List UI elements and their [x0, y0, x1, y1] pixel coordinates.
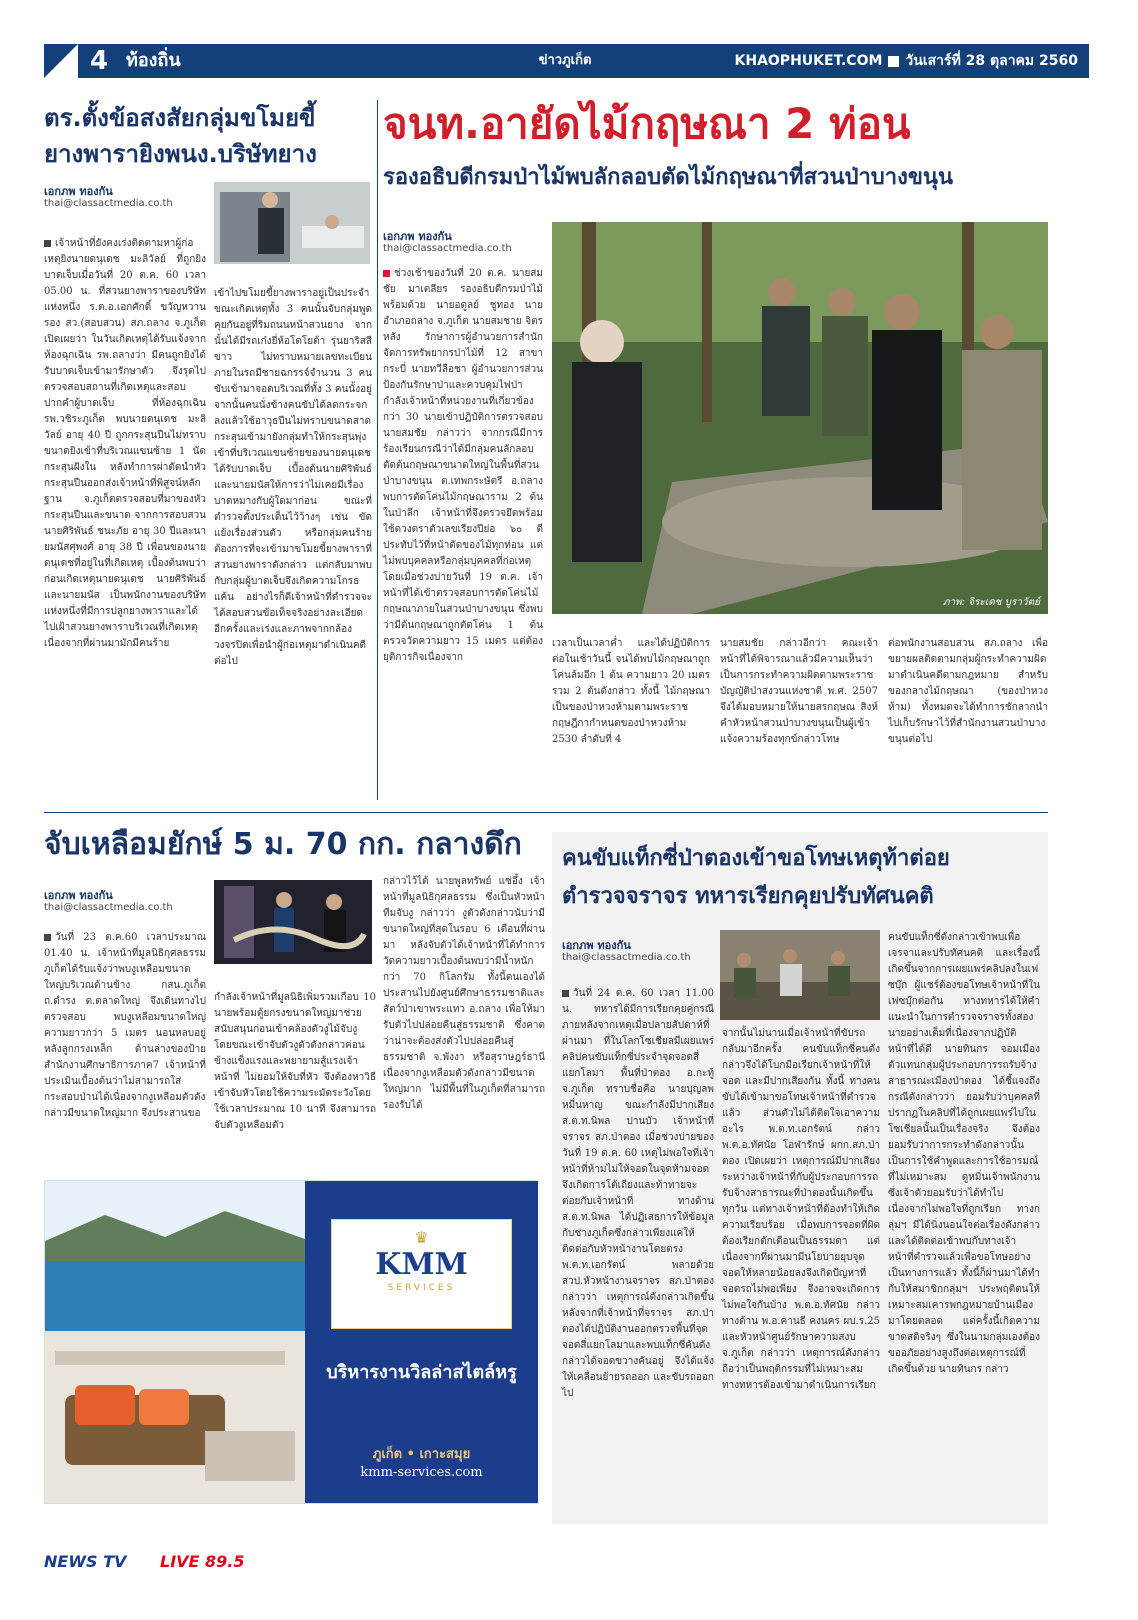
story3-byline: เอกภพ ทองกัน — [44, 889, 113, 902]
bullet-icon — [44, 934, 51, 941]
story4-column-1 — [562, 986, 714, 1516]
story3-column-3 — [383, 874, 545, 1166]
police-hospital-photo — [214, 182, 370, 264]
story2-email[interactable]: thai@classactmedia.co.th — [383, 243, 512, 254]
issue-date: วันเสาร์ที่ 28 ตุลาคม 2560 — [905, 53, 1078, 69]
story1-col1-text: เจ้าหน้าที่ยังคงเร่งติดตามหาผู้ก่อเหตุยิงนายดนุเดช มะลิวัลย์ ที่ถูกยิงบาดเจ็บเมื่อวันที่ 20 ต.ค. 60 เวลา 05.00 น. ที่สวนยางพาราของบริษัทแห่งหนึ่ง ร.ต.อ.เอกศักดิ์ ขวัญหวานรอง สว.(สอบสวน) สภ.ถลาง จ.ภูเก็ต เปิดเผยว่า ในวันเกิดเหตุได้รับแจ้งจากห้องฉุกเฉิน รพ.ถลางว่า มีคนถูกยิงได้รับบาดเจ็บเข้ามารักษาตัว จึงรุดไปตรวจสอบสถานที่เกิดเหตุและสอบปากคำผู้บาดเจ็บ ที่ห้องฉุกเฉิน รพ.วชิระภูเก็ต พบนายดนุเดช มะลิวัลย์ อายุ 40 ปี ถูกกระสุนปืนไม่ทราบขนาดยิงเข้าที่บริเวณแขนซ้าย 1 นัด กระสุนฝังใน หลังทำการผ่าตัดนำหัวกระสุนปืนออกส่งเจ้าหน้าที่พิสูจน์หลักฐาน จ.ภูเก็ตตรวจสอบที่มาของหัวกระสุนปืนและขนาด จากการสอบสวนนายศิริพันธ์ ชนะภัย อายุ 30 ปีและนายมนัสศุพงศ์ อายุ 38 ปี เพื่อนของนายดนุเดชที่อยู่ในที่เกิดเหตุ เบื้องต้นพบว่า ก่อนเกิดเหตุนายดนุเดช นายศิริพันธ์และนายมนัส เป็นพนักงานของบริษัทแห่งหนึ่งที่มีการปลูกยางพาราและได้ไปเฝ้าสวนยางพาราบริเวณที่เกิดเหตุ เนื่องจากที่ผ่านมามักมีคนร้าย — [44, 238, 206, 649]
story3-col3-text: กล่าวไว้ได้ นายพูลทรัพย์ แซ่อึ้ง เจ้าหน้าที่มูลนิธิกุศลธรรม ซึ่งเป็นหัวหน้าทีมจับงู กล่าวว่า งูตัวดังกล่าวนับว่ามีขนาดใหญ่ที่สุดในรอบ 6 เดือนที่ผ่านมา หลังจับตัวได้เจ้าหน้าที่ได้ทำการวัดความยาวเบื้องต้นพบว่ามีน้ำหนักกว่า 70 กิโลกรัม ทั้งนี้ตนเองได้ประสานไปยังศูนย์ศึกษาธรรมชาติและสัตว์ป่าเขาพระแทว อ.ถลาง เพื่อให้มารับตัวไปปล่อยคืนสู่ธรรมชาติ ซึ่งคาดว่าน่าจะต้องส่งตัวไปปล่อยคืนสู่ธรรมชาติ จ.พังงา หรือสุราษฎร์ธานี เนื่องจากงูเหลือมตัวดังกล่าวมีขนาดใหญ่มาก ไม่มีพื้นที่ในภูเก็ตที่สามารถรองรับได้ — [383, 876, 545, 1111]
story3-email[interactable]: thai@classactmedia.co.th — [44, 902, 173, 913]
story1-headline — [44, 100, 374, 172]
story3-col1-text: วันที่ 23 ต.ค.60 เวลาประมาณ 01.40 น. เจ้าหน้าที่มูลนิธิกุศลธรรมภูเก็ตได้รับแจ้งว่าพบงูเหลือมขนาดใหญ่บริเวณด้านข้าง กสน.ภูเก็ต ถ.ดำรง ต.ตลาดใหญ่ จึงเดินทางไปตรวจสอบ พบงูเหลือมขนาดใหญ่ ความยาวกว่า 5 เมตร นอนหลบอยู่หลังลูกกรงเหล็ก ด้านล่างของป้ายสำนักงานศึกษาธิการภาค7 เจ้าหน้าที่ประเมินเบื้องต้นว่าไม่สามารถใส่กระสอบป่านได้เนื่องจากงูเหลือมตัวดังกล่าวมีขนาดใหญ่มาก จึงประสานขอ — [44, 932, 206, 1119]
story1-email[interactable]: thai@classactmedia.co.th — [44, 198, 173, 209]
story1-byline: เอกภพ ทองกัน — [44, 185, 113, 198]
story2-col4-text: ต่อพนักงานสอบสวน สภ.ถลาง เพื่อขยายผลติดตามกลุ่มผู้กระทำความผิดมาดำเนินคดีตามกฎหมาย สำหรับของกลางไม้กฤษณา (ของป่าหวงห้าม) ทั้งหมดจะได้ทำการชักลากนำไปเก็บรักษาไว้ที่สำนักงานสวนป่าบางขนุนต่อไป — [888, 638, 1048, 745]
kmm-brand: KMM — [375, 1247, 468, 1282]
story2-column-3 — [720, 636, 878, 806]
kmm-logo-box — [331, 1219, 512, 1329]
story1-headline-line1: ตร.ตั้งข้อสงสัยกลุ่มขโมยขี้ — [44, 104, 316, 132]
story4-headline — [562, 840, 1042, 916]
ad-tagline: บริหารงานวิลล่าสไตล์หรู — [326, 1362, 517, 1383]
story1-col2-text: เข้าไปขโมยขี้ยางพาราอยู่เป็นประจำ ขณะเกิดเหตุทั้ง 3 คนนั้นจับกลุ่มพูดคุยกันอยู่ที่ริมถนนหน้าสวนยาง จากนั้นได้มีรถเก๋งยี่ห้อโตโยต้า รุ่นยาริสสีขาว ไม่ทราบหมายเลขทะเบียน ภายในรถมีชายฉกรรจ์จำนวน 3 คนขับเข้ามาจอดบริเวณที่ทั้ง 3 คนนั้งอยู่ จากนั้นคนนั่งข้างคนขับได้ลดกระจกลงแล้วใช้อาวุธปืนไม่ทราบขนาดสาดกระสุนเข้ามายังกลุ่มทำให้กระสุนพุ่งเข้าที่บริเวณแขนซ้ายของนายดนุเดชได้รับบาดเจ็บ เบื้องต้นนายศิริพันธ์และนายมนัสให้การว่าไม่เคยมีเรื่องบาดหมางกับผู้ใดมาก่อน ขณะที่ตำรวจตั้งประเด็นไว้ว้างๆ เช่น ขัดแย้งเรื่องส่วนตัว หรือกลุ่มคนร้ายต้องการที่จะเข้ามาขโมยขี้ยางพาราที่สวนยางพาราดังกล่าว แต่กลับมาพบกับกลุ่มผู้บาดเจ็บจึงเกิดความโกรธแค้น อย่างไรก็ดีเจ้าหน้าที่ตำรวจจะได้สอบสวนข้อเท็จจริงอย่างละเอียดอีกครั้งและเร่งและภาพจากกล้องวงจรปิดเพื่อนำผู้ก่อเหตุมาดำเนินคดีต่อไป — [214, 288, 372, 667]
story2-col2-text: เวลาเป็นเวลาค่ำ และได้ปฏิบัติการต่อในเช้าวันนี้ จนได้พบไม้กฤษณาถูกโค่นล้มอีก 1 ต้น ความยาว 20 เมตร รวม 2 ต้นดังกล่าว ทั้งนี้ ไม้กฤษณาเป็นของป่าหวงห้ามตามพระราชกฤษฎีกากำหนดของป่าหวงห้าม 2530 ลำดับที่ 4 — [552, 638, 710, 745]
story2-headline: จนท.อายัดไม้กฤษณา 2 ท่อน — [383, 99, 911, 148]
kmm-advertisement[interactable] — [44, 1180, 538, 1504]
military-meeting-photo — [720, 930, 880, 1020]
crown-icon: ♛ — [414, 1228, 429, 1247]
kmm-brand-sub: SERVICES — [387, 1283, 456, 1293]
ad-website[interactable]: kmm-services.com — [360, 1465, 483, 1480]
header-info — [735, 44, 1079, 78]
story4-column-2 — [722, 1026, 880, 1516]
story1-photo — [214, 182, 370, 264]
masthead: ข่าวภูเก็ต — [538, 53, 592, 68]
website-link[interactable]: KHAOPHUKET.COM — [734, 53, 883, 69]
story4-photo — [720, 930, 880, 1020]
story4-headline-line1: คนขับแท็กซี่ป่าตองเข้าขอโทษเหตุท้าต่อย — [562, 846, 950, 871]
news-tv-logo: NEWS TV — [44, 1552, 127, 1571]
story3-photo — [214, 880, 372, 964]
story3-headline: จับเหลือมยักษ์ 5 ม. 70 กก. กลางดึก — [44, 827, 522, 862]
story2-column-1 — [383, 266, 543, 663]
story1-headline-line2: ยางพารายิงพนง.บริษัทยาง — [44, 140, 317, 168]
story2-col1-text: ช่วงเช้าของวันที่ 20 ต.ค. นายสมชัย มาเตลียร รองอธิบดีกรมป่าไม้ พร้อมด้วย นายอดูลย์ ชูทอง นายอำเภอถลาง จ.ภูเก็ต นายสมชาย จิตรหลัง รักษาการผู้อำนวยการสำนักจัดการทรัพยากรป่าไม้ที่ 12 สาขากระบี่ นายทวีลือชา ผู้อำนวยการส่วนป้องกันรักษาป่าและควบคุมไฟป่ากำลังเจ้าหน้าที่หน่วยงานที่เกี่ยวข้องกว่า 30 นายเข้าปฏิบัติการตรวจสอบ นายสมชัย กล่าวว่า จากกรณีมีการร้องเรียนกรณีว่าได้มีกลุ่มคนลักลอบตัดต้นกฤษณาขนาดใหญ่ในพื้นที่สวนป่าบางขนุน ต.เทพกระษัตรี อ.ถลาง พบการตัดโค่นไม้กฤษณาราม 2 ต้นในป่าลึก เจ้าหน้าที่จึงตรวจยึดพร้อมใช้ดวงตราตัวเลขเรียงปีย่อ ๖๐ ตีประทับไว้ที่หน้าตัดของไม้ทุกท่อน แต่ไม่พบบุคคลหรือกลุ่มบุคคลที่ก่อเหตุ โดยเมื่อช่วงบ่ายวันที่ 19 ต.ค. เจ้าหน้าที่ได้เข้าตรวจสอบการตัดโค่นไม้กฤษณาภายในสวนป่าบางขนุน ซึ่งพบว่ามีต้นกฤษณาถูกตัดโค่น 1 ต้น ตรวจวัดความยาว 15 เมตร แต่ต้องยุติการกิจเนื่องจาก — [383, 268, 543, 663]
story1-column-1 — [44, 236, 206, 804]
column-divider — [377, 100, 378, 800]
story2-col3-text: นายสมชัย กล่าวอีกว่า คณะเจ้าหน้าที่ได้พิจารณาแล้วมีความเห็นว่า เป็นการกระทำความผิดตามพระราชบัญญัติป่าสงวนแห่งชาติ พ.ศ. 2507 จึงได้มอบหมายให้นายสรกฤษณ สิงห์คำหัวหน้าสวนป่าบางขนุนเป็นผู้เข้าแจ้งความร้องทุกข์กล่าวโทษ — [720, 638, 878, 745]
story1-column-2 — [214, 286, 372, 804]
story2-byline: เอกภพ ทองกัน — [383, 230, 452, 243]
section-divider — [44, 812, 1048, 813]
story2-column-2 — [552, 636, 710, 806]
bullet-icon — [44, 240, 51, 247]
python-capture-photo — [214, 880, 372, 964]
story3-col2-text: กำลังเจ้าหน้าที่มูลนิธิเพิ่มรวมเกือบ 10 นายพร้อมตู้ยกรงขนาดใหญ่มาช่วยสนับสนุนก่อนเข้าคล้องตัวงูไม้จับงู โดยขณะเข้าจับตัวงูตัวดังกล่าวค่อนข้างแข็งแรงและพยายามสู้แรงเจ้าหน้าที่ ไม่ยอมให้จับที่หัว จึงต้องหาวิธีเข้าจับหัวโดยใช้ความระมัดระวังโดยใช้เวลาประมาณ 10 นาที จึงสามารถจับตัวงูเหลือมตัว — [214, 992, 376, 1131]
page-number: 4 — [89, 46, 109, 76]
story2-column-4 — [888, 636, 1048, 806]
story2-photo — [552, 222, 1048, 614]
bullet-icon — [562, 990, 569, 997]
separator-square-icon — [888, 56, 899, 67]
live-radio-logo: LIVE 89.5 — [160, 1552, 245, 1571]
newspaper-logo-icon — [44, 44, 78, 78]
section-title: ท้องถิ่น — [126, 50, 181, 71]
story4-col3-text: คนขับแท็กซี่ดังกล่าวเข้าพบเพื่อเจรจาและปรับทัศนคติ และเรื่องนี้เกิดขึ้นจากการเผยแพร่คลิปลงในเฟซบุ๊ก ผู้แชร์ต้องขอโทษเจ้าหน้าที่ในเฟซบุ๊กต่อกัน ทางทหารได้ให้คำแนะนำในการตำรวจจราจรทั้งสองนายอย่างเต็มที่เนื่องจากปฏิบัติหน้าที่ได้ดี นายทินกร จอมเมืองตัวแทนกลุ่มผู้ประกอบการรถรับจ้างสาธารณะเมืองป่าตอง ได้ชี้แจงถึงกรณีดังกล่าวว่า ยอมรับว่าบุคคลที่ปรากฏในคลิปที่ได้ถูกเผยแพร่ไปในโซเชียลนั้นเป็นเรื่องจริง จึงต้องยอมรับว่าการกระทำดังกล่าวนั้นเป็นการใช้คำพูดและการใช้อารมณ์ที่ไม่เหมาะสม ดูหมิ่นเจ้าพนักงาน ซึ่งเจ้าตัวยอมรับว่าได้ทำไปเนื่องจากไม่พอใจที่ถูกเรียก ทางกลุ่มฯ มีได้นิ่งนอนใจต่อเรื่องดังกล่าว และได้ติดต่อเข้าพบกับทางเจ้าหน้าที่ตำรวจแล้วเพื่อขอโทษอย่างเป็นทางการแล้ว ทั้งนี้ก็ผ่านมาได้ทำกับให้สมาชิกกลุ่มฯ ประพฤติตนให้เหมาะสมเคารพกฎหมายบ้านเมืองมาโดยตลอด แต่ครั้งนี้เกิดความขาดสติจริงๆ ซึ่งในนามกลุ่มเองต้องขออภัยอย่างสูงถึงต่อเหตุการณ์ที่เกิดขึ้นด้วย นายทินกร กล่าว — [888, 932, 1040, 1375]
story2-subhead: รองอธิบดีกรมป่าไม้พบลักลอบตัดไม้กฤษณาที่สวนป่าบางขนุน — [383, 165, 953, 190]
story4-column-3 — [888, 930, 1040, 1516]
villa-photo — [45, 1181, 305, 1503]
ad-locations: ภูเก็ต • เกาะสมุย — [372, 1447, 471, 1462]
story4-col2-text: จากนั้นไม่นานเมื่อเจ้าหน้าที่ขับรถกลับมาอีกครั้ง คนขับแท็กซี่คนดังกล่าวจึงได้โบกมือเรียกเจ้าหน้าที่ให้จอด และมีปากเสียงกัน ทั้งนี้ ทางคนขับได้เข้ามาขอโทษเจ้าหน้าที่ตำรวจแล้ว ส่วนตัวไม่ได้ติดใจเอาความอะไร พ.ต.ท.เอกรัตน์ กล่าว พ.ต.อ.ทัศนัย โอฬารักษ์ ผกก.สภ.ป่าตอง เปิดเผยว่า เหตุการณ์มีปากเสียงระหว่างเจ้าหน้าที่กับผู้ประกอบการรถรับจ้างสาธารณะที่ป่าตองนั้นเกิดขึ้นทุกวัน แต่ทางเจ้าหน้าที่ต้องทำให้เกิดความเรียบร้อย เมื่อพบการจอดที่ผิดต้องเรียกตักเตือนเป็นธรรมดา แต่เนื่องจากที่ผ่านมามีนโยบายยุบจุดจอดให้หลายน้อยลงจึงเกิดปัญหาที่จอดรถไม่พอเพียง จึงอาจจะเกิดการไม่พอใจกันบ้าง พ.ต.อ.ทัศนัย กล่าว ทางด้าน พ.อ.คานธี คงนคร ผบ.ร.25 และหัวหน้าศูนย์รักษาความสงบ จ.ภูเก็ต กล่าวว่า เหตุการณ์ดังกล่าวถือว่าเป็นพฤติกรรมที่ไม่เหมาะสม ทางทหารต้องเข้ามาดำเนินการเรียก — [722, 1028, 880, 1391]
photo-credit: ภาพ: จิระเดช บูราวัตย์ — [942, 597, 1040, 608]
forest-officials-photo — [552, 222, 1048, 614]
story4-email[interactable]: thai@classactmedia.co.th — [562, 952, 691, 963]
story3-column-1 — [44, 930, 206, 1166]
bullet-icon — [383, 270, 390, 277]
story3-column-2 — [214, 990, 376, 1166]
story4-headline-line2: ตำรวจจราจร ทหารเรียกคุยปรับทัศนคติ — [562, 884, 934, 909]
story4-col1-text: วันที่ 24 ต.ค. 60 เวลา 11.00 น. ทหารได้มีการเรียกคุยคู่กรณี ภายหลังจากเหตุเมื่อปลายสัปดาห์ที่ผ่านมา ที่ในโลกโซเชียลมีเผยแพร่คลิปคนขับแท็กซี่ประจำจุดจอดสี่แยกโลมา พื้นที่ป่าตอง อ.กะทู้ จ.ภูเก็ต ทราบชื่อคือ นายบุญลพ หมื่นหาญ ขณะกำลังมีปากเสียง ส.ต.ท.นิพล ปานบัว เจ้าหน้าที่จราจร สภ.ป่าตอง เมื่อช่วงบ่ายของวันที่ 19 ต.ค. 60 เหตุไม่พอใจที่เจ้าหน้าที่ห้ามไม่ให้จอดในจุดห้ามจอด จึงเกิดการโต้เถียงและท้าทายจะต่อยกับเจ้าหน้าที่ ทางด้าน ส.ต.ท.นิพล ได้ปฏิเสธการให้ข้อมูลกับช่างภูเก็ตซึ่งกล่าวเพียงแค่ให้ติดต่อกับหัวหน้างานโดยตรง พ.ต.ท.เอกรัตน์ พลายด้วย สวป.หัวหน้างานจราจร สภ.ป่าตอง กล่าวว่า เหตุการณ์ดังกล่าวเกิดขึ้นหลังจากที่เจ้าหน้าที่จราจร สภ.ป่าตองได้ปฏิบัติงานออกตรวจพื้นที่จุดจอดสี่แยกโลมาและพบแท็กซี่คันดังกล่าวได้จอดขวางคันอยู่ จึงได้แจ้งให้เคลื่อนย้ายรถออก และขับรถออกไป — [562, 988, 714, 1399]
story4-byline: เอกภพ ทองกัน — [562, 939, 631, 952]
